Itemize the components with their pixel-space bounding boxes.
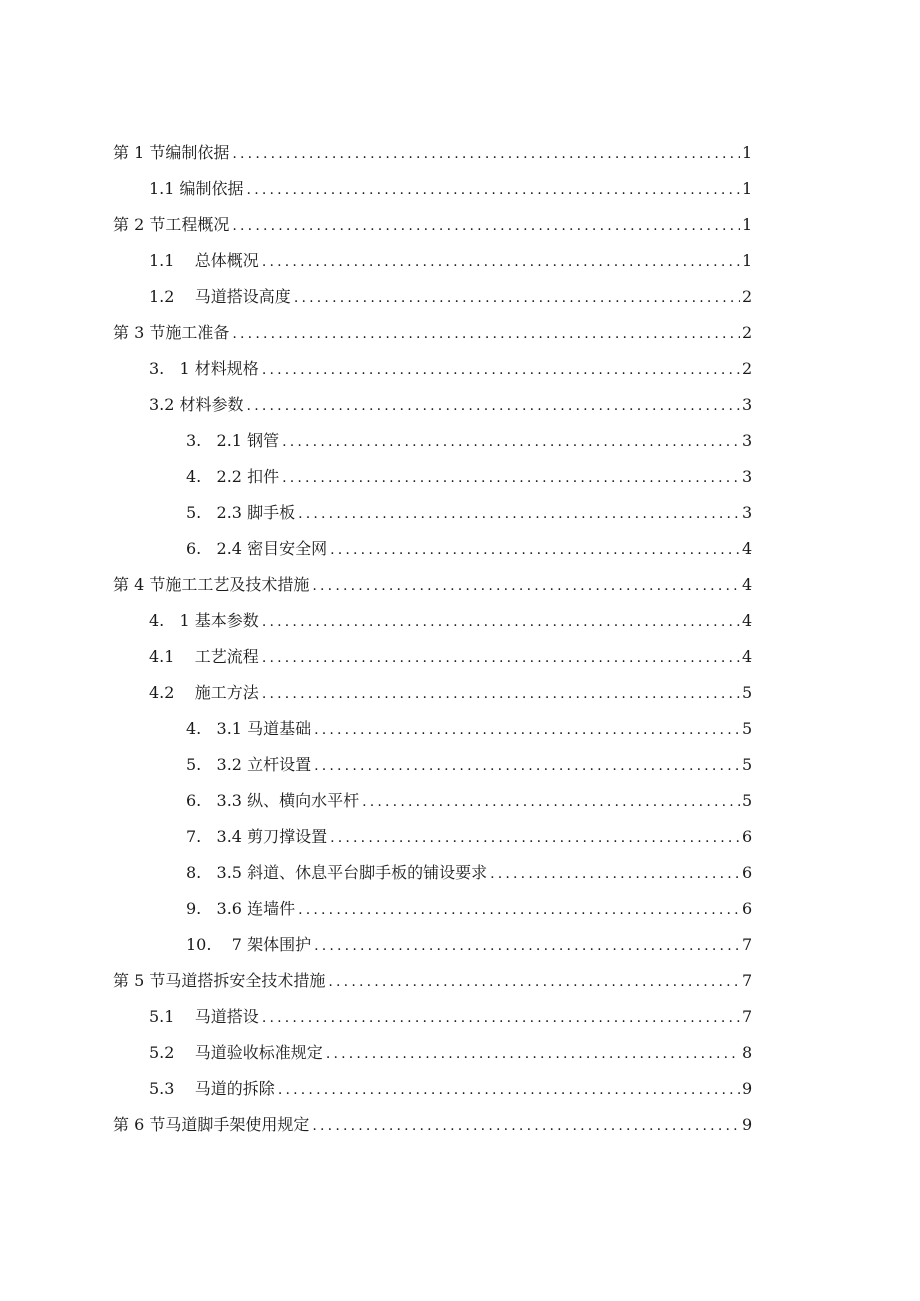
dot-leader [314, 720, 740, 740]
toc-title: 剪刀撑设置 [247, 827, 328, 846]
dot-leader [282, 468, 740, 488]
toc-number: 6. 3.3 [186, 791, 248, 810]
dot-leader [262, 360, 740, 380]
toc-entry[interactable] [0, 1035, 920, 1071]
dot-leader [330, 540, 740, 560]
toc-page-number: 4 [742, 611, 753, 630]
toc-entry[interactable] [0, 927, 920, 963]
toc-title: 密目安全网 [247, 539, 328, 558]
toc-page-number: 2 [742, 359, 753, 378]
dot-leader [262, 612, 740, 632]
dot-leader [298, 900, 740, 920]
toc-number: 5. 3.2 [186, 755, 248, 774]
dot-leader [330, 828, 740, 848]
dot-leader [262, 684, 740, 704]
toc-page-number: 1 [742, 215, 753, 234]
dot-leader [232, 216, 740, 236]
dot-leader [247, 180, 740, 200]
toc-title: 材料规格 [194, 359, 259, 378]
toc-entry[interactable] [0, 207, 920, 243]
toc-page-number: 5 [742, 683, 753, 702]
toc-title: 材料参数 [179, 395, 244, 414]
toc-number: 第 5 节 [113, 971, 166, 990]
toc-number: 5.1 [149, 1007, 195, 1026]
dot-leader [314, 936, 740, 956]
toc-entry[interactable] [0, 747, 920, 783]
dot-leader [328, 972, 740, 992]
dot-leader [294, 288, 740, 308]
dot-leader [262, 1008, 740, 1028]
dot-leader [312, 576, 740, 596]
toc-number: 4. 3.1 [186, 719, 248, 738]
dot-leader [314, 756, 740, 776]
toc-page-number: 9 [742, 1079, 753, 1098]
toc-number: 1.1 [149, 179, 180, 198]
toc-entry[interactable] [0, 603, 920, 639]
toc-page-number: 3 [742, 431, 753, 450]
toc-title: 马道搭拆安全技术措施 [165, 971, 326, 990]
dot-leader [262, 252, 740, 272]
toc-page-number: 8 [742, 1043, 753, 1062]
toc-page-number: 1 [742, 143, 753, 162]
toc-title: 斜道、休息平台脚手板的铺设要求 [247, 863, 488, 882]
toc-entry[interactable] [0, 999, 920, 1035]
dot-leader [282, 432, 740, 452]
dot-leader [490, 864, 740, 884]
toc-title: 工艺流程 [194, 647, 259, 666]
toc-number: 1.2 [149, 287, 195, 306]
toc-page-number: 9 [742, 1115, 753, 1134]
toc-title: 连墙件 [247, 899, 296, 918]
dot-leader [278, 1080, 740, 1100]
toc-title: 施工方法 [194, 683, 259, 702]
toc-page-number: 6 [742, 899, 753, 918]
toc-entry[interactable] [0, 531, 920, 567]
toc-entry[interactable] [0, 567, 920, 603]
toc-number: 4.2 [149, 683, 195, 702]
toc-entry[interactable] [0, 315, 920, 351]
toc-page-number: 7 [742, 935, 753, 954]
dot-leader [362, 792, 740, 812]
toc-title: 马道搭设高度 [194, 287, 291, 306]
toc-page-number: 1 [742, 251, 753, 270]
dot-leader [298, 504, 740, 524]
toc-number: 第 2 节 [113, 215, 166, 234]
toc-page-number: 1 [742, 179, 753, 198]
toc-number: 4. 2.2 [186, 467, 248, 486]
toc-title: 马道搭设 [194, 1007, 259, 1026]
toc-entry[interactable] [0, 639, 920, 675]
dot-leader [262, 648, 740, 668]
toc-page-number: 7 [742, 971, 753, 990]
toc-number: 第 3 节 [113, 323, 166, 342]
toc-page-number: 5 [742, 719, 753, 738]
toc-entry[interactable] [0, 819, 920, 855]
toc-title: 基本参数 [194, 611, 259, 630]
toc-title: 脚手板 [247, 503, 296, 522]
toc-title: 钢管 [247, 431, 280, 450]
toc-number: 1.1 [149, 251, 195, 270]
toc-entry[interactable] [0, 963, 920, 999]
toc-page-number: 5 [742, 791, 753, 810]
toc-number: 5.2 [149, 1043, 195, 1062]
toc-entry[interactable] [0, 135, 920, 171]
toc-entry[interactable] [0, 423, 920, 459]
toc-entry[interactable] [0, 675, 920, 711]
toc-page-number: 4 [742, 647, 753, 666]
toc-title: 编制依据 [179, 179, 244, 198]
toc-number: 8. 3.5 [186, 863, 248, 882]
toc-entry[interactable] [0, 1071, 920, 1107]
toc-entry[interactable] [0, 387, 920, 423]
dot-leader [247, 396, 740, 416]
toc-title: 扣件 [247, 467, 280, 486]
toc-entry[interactable] [0, 351, 920, 387]
toc-number: 3. 2.1 [186, 431, 248, 450]
toc-title: 工程概况 [165, 215, 230, 234]
toc-number: 第 1 节 [113, 143, 166, 162]
toc-number: 4. 1 [149, 611, 195, 630]
toc-entry[interactable] [0, 495, 920, 531]
toc-entry[interactable] [0, 459, 920, 495]
toc-entry[interactable] [0, 711, 920, 747]
dot-leader [312, 1116, 740, 1136]
toc-entry[interactable] [0, 243, 920, 279]
toc-entry[interactable] [0, 1107, 920, 1143]
dot-leader [232, 144, 740, 164]
toc-page-number: 5 [742, 755, 753, 774]
toc-title: 马道验收标准规定 [194, 1043, 323, 1062]
toc-title: 马道脚手架使用规定 [165, 1115, 310, 1134]
toc-title: 纵、横向水平杆 [247, 791, 360, 810]
toc-number: 5.3 [149, 1079, 195, 1098]
toc-title: 施工工艺及技术措施 [165, 575, 310, 594]
toc-title: 施工准备 [165, 323, 230, 342]
toc-page-number: 6 [742, 827, 753, 846]
toc-title: 架体围护 [247, 935, 312, 954]
toc-number: 第 6 节 [113, 1115, 166, 1134]
toc-number: 5. 2.3 [186, 503, 248, 522]
toc-title: 马道的拆除 [194, 1079, 275, 1098]
toc-number: 10. 7 [186, 935, 248, 954]
toc-number: 7. 3.4 [186, 827, 248, 846]
toc-number: 第 4 节 [113, 575, 166, 594]
toc-entry[interactable] [0, 783, 920, 819]
toc-number: 3.2 [149, 395, 180, 414]
toc-page-number: 2 [742, 287, 753, 306]
toc-page-number: 6 [742, 863, 753, 882]
toc-page-number: 3 [742, 467, 753, 486]
toc-number: 9. 3.6 [186, 899, 248, 918]
toc-page-number: 7 [742, 1007, 753, 1026]
toc-page-number: 4 [742, 575, 753, 594]
toc-entry[interactable] [0, 891, 920, 927]
toc-title: 立杆设置 [247, 755, 312, 774]
toc-page-number: 3 [742, 503, 753, 522]
toc-title: 马道基础 [247, 719, 312, 738]
dot-leader [232, 324, 740, 344]
toc-number: 3. 1 [149, 359, 195, 378]
toc-entry[interactable] [0, 855, 920, 891]
table-of-contents [0, 135, 920, 1143]
toc-title: 编制依据 [165, 143, 230, 162]
toc-number: 6. 2.4 [186, 539, 248, 558]
toc-page-number: 2 [742, 323, 753, 342]
toc-entry[interactable] [0, 171, 920, 207]
toc-number: 4.1 [149, 647, 195, 666]
toc-title: 总体概况 [194, 251, 259, 270]
dot-leader [326, 1044, 740, 1064]
toc-page-number: 3 [742, 395, 753, 414]
toc-page-number: 4 [742, 539, 753, 558]
toc-entry[interactable] [0, 279, 920, 315]
